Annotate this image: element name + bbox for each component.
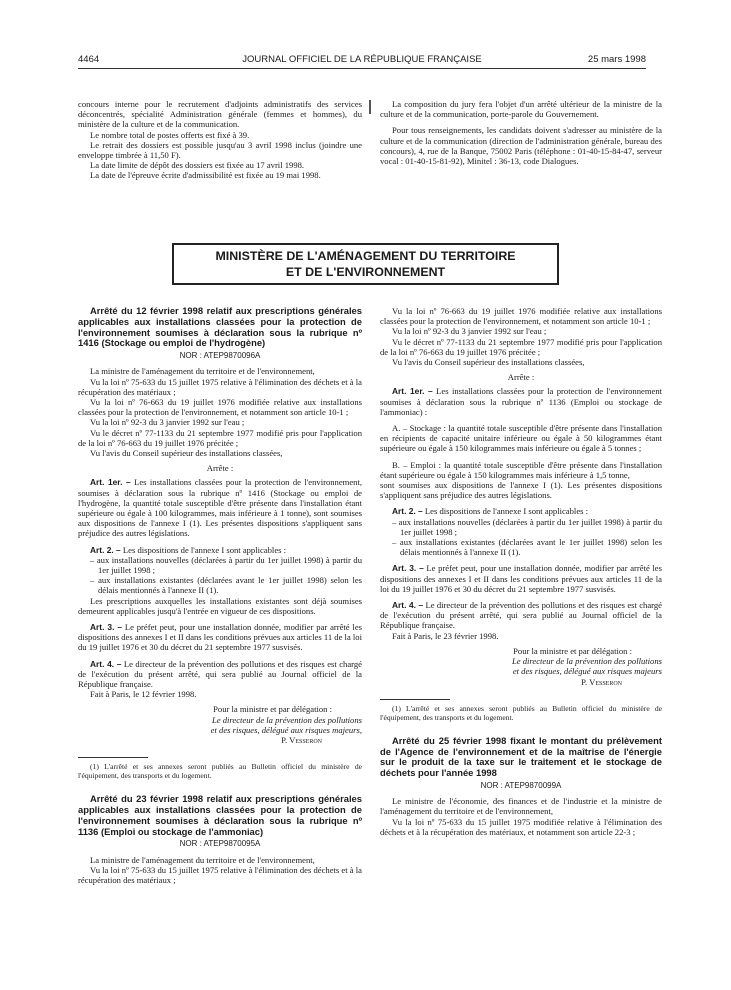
issue-date: 25 mars 1998 (587, 54, 646, 65)
article (78, 622, 362, 653)
article-label: Art. 4. – (90, 658, 122, 669)
list-item: – aux installations existantes (déclarées avant le 1er juillet 1998) selon les délais mentionnés à l'annexe II (1). (90, 575, 362, 596)
paragraph: Vu le décret nº 77-1133 du 21 septembre 1977 modifié pris pour l'application de la loi nº 76-663 du 19 juillet 1976 précitée ; (78, 427, 362, 448)
page-number: 4464 (78, 54, 100, 65)
signature-line: et des risques, délégué aux risques majeurs (512, 666, 662, 677)
article-label: Art. 1er. – (392, 386, 433, 397)
paragraph: concours interne pour le recrutement d'adjoints administratifs des services déconcentrés, spécialité Administration générale (femmes et hommes), du ministère de la culture et de la communication. (78, 99, 362, 130)
decree-title: Arrêté du 12 février 1998 relatif aux prescriptions générales applicables aux installations classées pour la protection de l'environnement soumises à déclaration sous la rubrique nº 1416 (Stockage ou emploi de l'hydrogène) (78, 305, 362, 349)
paragraph: La ministre de l'aménagement du territoire et de l'environnement, (90, 366, 315, 377)
top-right-column (380, 99, 662, 166)
signatory-name: P. Vesseron (281, 735, 322, 746)
paragraph: Le nombre total de postes offerts est fixé à 39. (90, 129, 250, 140)
article-label: Art. 3. – (392, 563, 424, 574)
signature-line: Pour la ministre et par délégation : (213, 704, 332, 715)
paragraph: Vu la loi nº 76-663 du 19 juillet 1976 modifiée relative aux installations classées pour la protection de l'environnement, et notamment son article 10-1 ; (78, 397, 362, 418)
article-text: Le directeur de la prévention des pollutions et des risques est chargé de l'exécution du présent arrêté, qui sera publié au Journal officiel de la République française. (78, 658, 362, 690)
footnote: (1) L'arrêté et ses annexes seront publiés au Bulletin officiel du ministère de l'équipement, des transports et du logement. (380, 703, 662, 722)
article (380, 386, 662, 417)
article-text: Les dispositions de l'annexe I sont applicables : (424, 506, 589, 517)
paragraph: Vu la loi nº 75-633 du 15 juillet 1975 relative à l'élimination des déchets et à la récupération des matériaux ; (78, 376, 362, 397)
top-left-column (78, 99, 362, 181)
article (78, 545, 362, 555)
article (78, 659, 362, 690)
signature-line: Le directeur de la prévention des pollutions (511, 656, 662, 667)
article-text: Le directeur de la prévention des pollutions et des risques est chargé de l'exécution du présent arrêté, qui sera publié au Journal officiel de la République française. (380, 600, 662, 631)
paragraph: Vu la loi nº 92-3 du 3 janvier 1992 sur l'eau ; (392, 326, 547, 337)
list-item: – aux installations nouvelles (déclarées à partir du 1er juillet 1998) à partir du 1er juillet 1998 ; (392, 516, 662, 537)
list-item: – aux installations nouvelles (déclarées à partir du 1er juillet 1998) à partir du 1er juillet 1998 ; (90, 554, 362, 576)
article-text: Le préfet peut, pour une installation donnée, modifier par arrêté les dispositions des annexes I et II dans les conditions prévues aux articles 11 de la loi du 19 juillet 1976 et 30 du décret du 21 septembre 1977 susvisés. (78, 622, 362, 653)
paragraph: Le retrait des dossiers est possible jusqu'au 3 avril 1998 inclus (joindre une enveloppe timbrée à 11,50 F). (78, 139, 362, 161)
article (380, 600, 662, 631)
journal-title: JOURNAL OFFICIEL DE LA RÉPUBLIQUE FRANÇAISE (242, 54, 482, 65)
paragraph: Vu l'avis du Conseil supérieur des installations classées, (90, 448, 283, 459)
signatory-name: P. Vesseron (581, 676, 622, 687)
ministry-heading (172, 243, 559, 285)
paragraph: Les prescriptions auxquelles les installations existantes sont déjà soumises demeurent applicables jusqu'à l'entrée en vigueur de ces dispositions. (78, 595, 362, 616)
paragraph: La date de l'épreuve écrite d'admissibilité est fixée au 19 mai 1998. (90, 170, 321, 181)
paragraph: Le ministre de l'économie, des finances et de l'industrie et la ministre de l'aménagement du territoire et de l'environnement, (380, 796, 662, 817)
ministry-heading-line2: ET DE L'ENVIRONNEMENT (285, 264, 446, 279)
article-text: Le préfet peut, pour une installation donnée, modifier par arrêté les dispositions des annexes I et II dans les conditions prévues aux articles 11 de la loi du 19 juillet 1976 et 30 du décret du 21 septembre 1977 susvisés. (380, 563, 662, 594)
article-label: Art. 2. – (392, 506, 423, 517)
place-date: Fait à Paris, le 12 février 1998. (90, 689, 197, 700)
right-column (380, 306, 662, 837)
article-label: Art. 4. – (392, 600, 424, 611)
arrete-heading: Arrête : (507, 372, 535, 383)
paragraph: La composition du jury fera l'objet d'un arrêté ultérieur de la ministre de la culture et de la communication, porte-parole du Gouvernement. (380, 99, 662, 120)
nor-reference: NOR : ATEP9870099A (480, 780, 562, 790)
decree-title: Arrêté du 23 février 1998 relatif aux prescriptions générales applicables aux installations classées pour la protection de l'environnement soumises à déclaration sous la rubrique nº 1136 (Emploi ou stockage de l'ammoniac) (78, 793, 362, 837)
footnote-rule (380, 699, 450, 700)
paragraph: Vu l'avis du Conseil supérieur des installations classées, (392, 357, 585, 368)
nor-reference: NOR : ATEP9870096A (179, 351, 261, 361)
article-text: Les installations classées pour la protection de l'environnement, soumises à déclaration sous la rubrique nº 1416 (Stockage ou emploi de l'hydrogène, la quantité totale susceptible d'être présente dans l'installation étant supérieure ou égale à 100 kilogrammes, mais inférieure à 1 tonne), sont soumises aux dispositions de l'annexe I (1). Les présentes dispositions s'appliquent sans préjudice des autres législations. (78, 477, 362, 539)
column-divider (369, 100, 371, 114)
left-column (78, 306, 362, 885)
paragraph: Vu la loi nº 75-633 du 15 juillet 1975 relative à l'élimination des déchets et à la récupération des matériaux ; (78, 864, 362, 886)
header-rule (78, 68, 646, 69)
paragraph: Vu le décret nº 77-1133 du 21 septembre 1977 modifié pris pour l'application de la loi nº 76-663 du 19 juillet 1976 précitée ; (380, 336, 662, 357)
signature-line: Pour la ministre et par délégation : (513, 645, 632, 656)
paragraph: Vu la loi nº 92-3 du 3 janvier 1992 sur l'eau ; (90, 417, 245, 428)
footnote: (1) L'arrêté et ses annexes seront publiés au Bulletin officiel du ministère de l'équipement, des transports et du logement. (78, 762, 362, 781)
article (380, 506, 662, 516)
article-label: Art. 1er. – (90, 477, 131, 488)
paragraph: sont soumises aux dispositions de l'annexe I (1). Les présentes dispositions s'appliquent sans préjudice des autres législations. (380, 480, 662, 501)
ministry-heading-line1: MINISTÈRE DE L'AMÉNAGEMENT DU TERRITOIRE (215, 249, 516, 263)
paragraph: La date limite de dépôt des dossiers est fixée au 17 avril 1998. (90, 160, 305, 171)
article (380, 563, 662, 594)
footnote-rule (78, 757, 148, 758)
paragraph: Vu la loi nº 76-663 du 19 juillet 1976 modifiée relative aux installations classées pour la protection de l'environnement, et notamment son article 10-1 ; (380, 306, 662, 327)
signature-line: Le directeur de la prévention des pollutions (211, 714, 362, 725)
arrete-heading: Arrête : (206, 463, 234, 474)
article (78, 477, 362, 538)
signature-line: et des risques, délégué aux risques majeurs, (210, 724, 362, 735)
page-header (78, 54, 646, 68)
nor-reference: NOR : ATEP9870095A (179, 839, 261, 849)
paragraph: Pour tous renseignements, les candidats doivent s'adresser au ministère de la culture et de la communication (direction de l'administration générale, bureau des concours), 4, rue de la Banque, 75002 Paris (téléphone : 01-40-15-84-47, serveur vocal : 01-40-15-81-92), Minitel : 36-13, code Dialogues. (380, 125, 662, 167)
paragraph: La ministre de l'aménagement du territoire et de l'environnement, (90, 854, 315, 865)
article-text: Les installations classées pour la protection de l'environnement soumises à déclaration sous la rubrique nº 1136 (Emploi ou stockage de l'ammoniac) : (380, 386, 662, 417)
paragraph: B. – Emploi : la quantité totale susceptible d'être présente dans l'installation étant supérieure ou égale à 150 kilogrammes mais inférieure à 1,5 tonne, (380, 459, 662, 480)
article-label: Art. 3. – (90, 622, 123, 633)
decree-title: Arrêté du 25 février 1998 fixant le montant du prélèvement de l'Agence de l'environnement et de la maîtrise de l'énergie sur le produit de la taxe sur le traitement et le stockage de déchets pour l'année 1998 (380, 734, 662, 779)
place-date: Fait à Paris, le 23 février 1998. (392, 630, 499, 641)
paragraph: A. – Stockage : la quantité totale susceptible d'être présente dans l'installation en récipients de capacité unitaire inférieure ou égale à 50 kilogrammes étant supérieure ou égale à 150 kilogrammes mais inférieure ou égale à 5 tonnes ; (380, 423, 662, 454)
list-item: – aux installations existantes (déclarées avant le 1er juillet 1998) selon les délais mentionnés à l'annexe II (1). (392, 537, 662, 558)
article-text: Les dispositions de l'annexe I sont applicables : (122, 544, 287, 555)
paragraph: Vu la loi nº 75-633 du 15 juillet 1975 modifiée relative à l'élimination des déchets et à la récupération des matériaux, et notamment son article 22-3 ; (380, 816, 662, 837)
article-label: Art. 2. – (90, 544, 121, 555)
